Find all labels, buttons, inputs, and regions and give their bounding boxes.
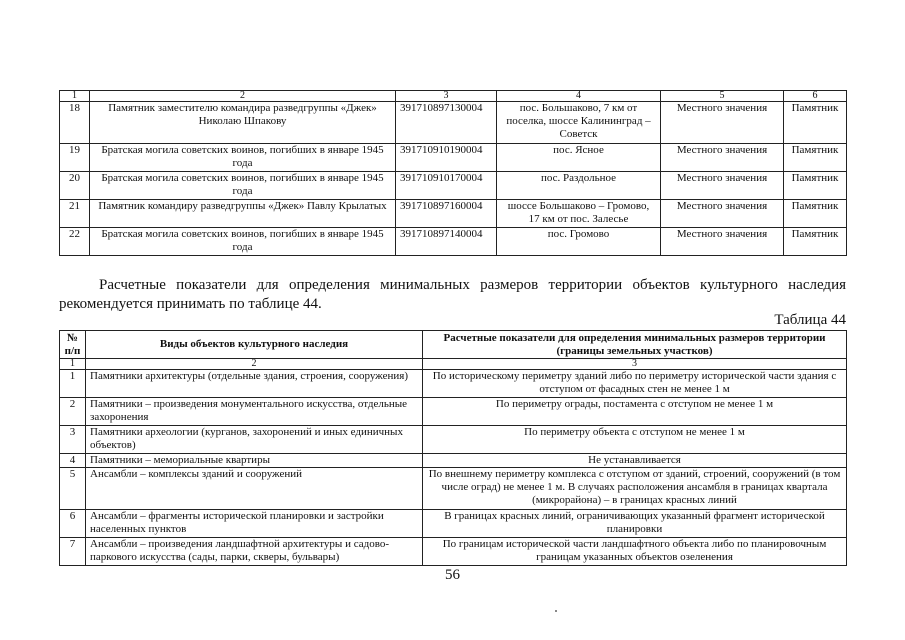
table-header-row [60, 331, 847, 359]
object-name: Памятник заместителю командира разведгруппы «Джек» Николаю Шпакову [90, 102, 396, 144]
table-row [60, 228, 847, 256]
heritage-kind: Памятники – произведения монументального искусства, отдельные захоронения [86, 398, 423, 426]
table-row [60, 510, 847, 538]
registry-code: 391710897160004 [396, 200, 497, 228]
registry-code: 391710910190004 [396, 144, 497, 172]
row-number: 3 [60, 426, 86, 454]
table-row [60, 426, 847, 454]
object-type: Памятник [784, 200, 847, 228]
header-number: № п/п [60, 331, 86, 359]
significance: Местного значения [661, 172, 784, 200]
column-number: 2 [86, 359, 423, 370]
row-number: 2 [60, 398, 86, 426]
object-location: шоссе Большаково – Громово, 17 км от пос. Залесье [497, 200, 661, 228]
object-name: Братская могила советских воинов, погибших в январе 1945 года [90, 172, 396, 200]
heritage-kind: Памятники археологии (курганов, захоронений и иных единичных объектов) [86, 426, 423, 454]
column-number: 4 [497, 91, 661, 102]
table-row [60, 370, 847, 398]
column-number: 1 [60, 359, 86, 370]
row-number: 6 [60, 510, 86, 538]
object-name: Памятник командиру разведгруппы «Джек» Павлу Крылатых [90, 200, 396, 228]
object-type: Памятник [784, 228, 847, 256]
object-location: пос. Большаково, 7 км от поселка, шоссе Калининград – Советск [497, 102, 661, 144]
territory-indicator: По внешнему периметру комплекса с отступом от зданий, строений, сооружений (в том числе оград) не менее 1 м. В случаях расположения ансамбля в границах квартала (микрорайона) – в границах красных линий [423, 468, 847, 510]
territory-indicators-table [59, 330, 847, 566]
registry-code: 391710897140004 [396, 228, 497, 256]
object-name: Братская могила советских воинов, погибших в январе 1945 года [90, 144, 396, 172]
table-row [60, 102, 847, 144]
row-number: 20 [60, 172, 90, 200]
object-location: пос. Ясное [497, 144, 661, 172]
table-caption: Таблица 44 [774, 312, 846, 328]
column-number: 3 [423, 359, 847, 370]
heritage-kind: Памятники – мемориальные квартиры [86, 454, 423, 468]
column-number: 3 [396, 91, 497, 102]
table-row [60, 538, 847, 566]
row-number: 22 [60, 228, 90, 256]
table-row [60, 172, 847, 200]
column-number: 2 [90, 91, 396, 102]
territory-indicator: Не устанавливается [423, 454, 847, 468]
object-type: Памятник [784, 144, 847, 172]
significance: Местного значения [661, 228, 784, 256]
table-row [60, 454, 847, 468]
table-row [60, 398, 847, 426]
row-number: 1 [60, 370, 86, 398]
body-paragraph: Расчетные показатели для определения минимальных размеров территории объектов культурного наследия рекомендуется принимать по таблице 44. [59, 277, 846, 312]
territory-indicator: По периметру ограды, постамента с отступом не менее 1 м [423, 398, 847, 426]
header-kinds: Виды объектов культурного наследия [86, 331, 423, 359]
object-name: Братская могила советских воинов, погибших в январе 1945 года [90, 228, 396, 256]
heritage-kind: Ансамбли – произведения ландшафтной архитектуры и садово-паркового искусства (сады, парки, скверы, бульвары) [86, 538, 423, 566]
heritage-kind: Ансамбли – комплексы зданий и сооружений [86, 468, 423, 510]
row-number: 4 [60, 454, 86, 468]
significance: Местного значения [661, 144, 784, 172]
scan-speck [555, 610, 557, 612]
table-row [60, 144, 847, 172]
page-number: 56 [445, 567, 460, 583]
column-number: 6 [784, 91, 847, 102]
header-indicators: Расчетные показатели для определения минимальных размеров территории (границы земельных участков) [423, 331, 847, 359]
territory-indicator: По историческому периметру зданий либо по периметру исторической части здания с отступом от фасадных стен не менее 1 м [423, 370, 847, 398]
object-type: Памятник [784, 102, 847, 144]
territory-indicator: По границам исторической части ландшафтного объекта либо по планировочным границам указанных объектов озеленения [423, 538, 847, 566]
row-number: 5 [60, 468, 86, 510]
table-column-numbers [60, 91, 847, 102]
registry-code: 391710897130004 [396, 102, 497, 144]
significance: Местного значения [661, 102, 784, 144]
row-number: 19 [60, 144, 90, 172]
column-number: 1 [60, 91, 90, 102]
object-location: пос. Раздольное [497, 172, 661, 200]
table-column-numbers [60, 359, 847, 370]
monuments-table [59, 90, 847, 256]
row-number: 21 [60, 200, 90, 228]
column-number: 5 [661, 91, 784, 102]
heritage-kind: Ансамбли – фрагменты исторической планировки и застройки населенных пунктов [86, 510, 423, 538]
heritage-kind: Памятники архитектуры (отдельные здания, строения, сооружения) [86, 370, 423, 398]
row-number: 7 [60, 538, 86, 566]
territory-indicator: В границах красных линий, ограничивающих указанный фрагмент исторической планировки [423, 510, 847, 538]
registry-code: 391710910170004 [396, 172, 497, 200]
object-type: Памятник [784, 172, 847, 200]
territory-indicator: По периметру объекта с отступом не менее 1 м [423, 426, 847, 454]
object-location: пос. Громово [497, 228, 661, 256]
significance: Местного значения [661, 200, 784, 228]
table-row [60, 200, 847, 228]
row-number: 18 [60, 102, 90, 144]
table-row [60, 468, 847, 510]
